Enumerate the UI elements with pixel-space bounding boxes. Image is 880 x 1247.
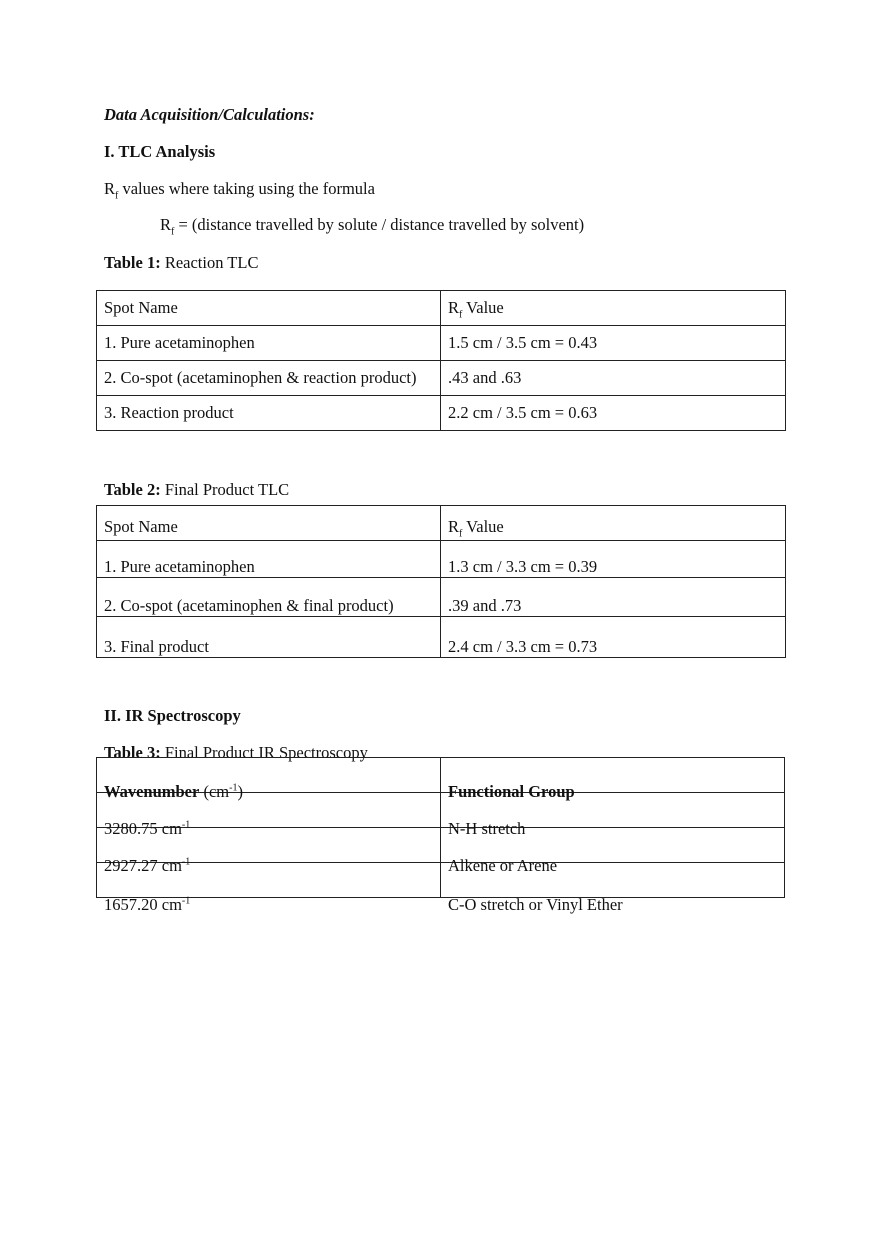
page-heading: Data Acquisition/Calculations: <box>104 105 315 124</box>
table-row <box>97 396 786 431</box>
table1-header-row <box>97 291 786 326</box>
unit-label: cm <box>157 895 182 914</box>
table1-row2-name: 2. Co-spot (acetaminophen & reaction product) <box>97 361 441 396</box>
section-title-ir: II. IR Spectroscopy <box>104 706 241 725</box>
table2-header-row <box>97 506 786 541</box>
table3-line <box>784 757 785 897</box>
table3-caption <box>104 743 368 763</box>
table2-row3-value: 2.4 cm / 3.3 cm = 0.73 <box>441 617 786 658</box>
rf-subscript: f <box>459 309 463 321</box>
rf-symbol: R <box>448 517 460 536</box>
unit-superscript: -1 <box>229 782 238 794</box>
table1-header-rf-value <box>441 291 786 326</box>
rf-formula-rest: = (distance travelled by solute / distance travelled by solvent) <box>174 215 585 234</box>
table2-row1-name: 1. Pure acetaminophen <box>97 541 441 578</box>
table-row <box>97 617 786 658</box>
table3-row2-wavenumber <box>104 856 190 876</box>
rf-formula-subscript: f <box>171 226 175 238</box>
table2-row2-value: .39 and .73 <box>441 578 786 617</box>
wavenumber-value: 3280.75 <box>104 819 158 838</box>
table-row <box>97 326 786 361</box>
unit-close: ) <box>237 782 243 801</box>
rf-value-label: Value <box>462 298 504 317</box>
rf-subscript: f <box>115 190 119 202</box>
table3-caption-text: Final Product IR Spectroscopy <box>160 743 368 762</box>
table3-line <box>440 757 441 897</box>
table3-row1-group: N-H stretch <box>448 819 526 838</box>
table3-header-functional-group: Functional Group <box>448 782 575 801</box>
rf-symbol: R <box>104 179 116 198</box>
table-row <box>97 541 786 578</box>
section-title-tlc: I. TLC Analysis <box>104 142 216 161</box>
wavenumber-label: Wavenumber <box>104 782 200 801</box>
unit-label: cm <box>157 856 182 875</box>
table3-line <box>96 897 785 898</box>
table-row <box>97 578 786 617</box>
unit-superscript: -1 <box>181 856 191 868</box>
rf-subscript: f <box>459 528 463 540</box>
table2-row1-value: 1.3 cm / 3.3 cm = 0.39 <box>441 541 786 578</box>
rf-intro-text <box>104 179 375 202</box>
table-row <box>97 361 786 396</box>
table3-caption-label: Table 3: <box>104 743 161 762</box>
rf-formula <box>160 215 585 238</box>
table3-row2-group: Alkene or Arene <box>448 856 558 875</box>
table3-header-wavenumber <box>104 782 243 802</box>
table2-caption-label: Table 2: <box>104 480 161 499</box>
table1-header-spot-name: Spot Name <box>97 291 441 326</box>
table2-row2-name: 2. Co-spot (acetaminophen & final product) <box>97 578 441 617</box>
table3-line <box>96 757 97 897</box>
rf-symbol: R <box>448 298 460 317</box>
table1-caption-text: Reaction TLC <box>160 253 259 272</box>
table2-caption <box>104 480 289 500</box>
unit-label: (cm <box>199 782 230 801</box>
rf-intro-rest: values where taking using the formula <box>118 179 375 198</box>
table2-row3-name: 3. Final product <box>97 617 441 658</box>
table1-row1-name: 1. Pure acetaminophen <box>97 326 441 361</box>
table2-caption-text: Final Product TLC <box>160 480 290 499</box>
table3-row1-wavenumber <box>104 819 190 839</box>
unit-superscript: -1 <box>181 895 191 907</box>
table1-row3-name: 3. Reaction product <box>97 396 441 431</box>
rf-formula-symbol: R <box>160 215 172 234</box>
table2-header-rf-value <box>441 506 786 541</box>
wavenumber-value: 2927.27 <box>104 856 158 875</box>
rf-value-label: Value <box>462 517 504 536</box>
table1-row3-value: 2.2 cm / 3.5 cm = 0.63 <box>441 396 786 431</box>
table2 <box>96 505 786 658</box>
table2-header-spot-name: Spot Name <box>97 506 441 541</box>
table1-row1-value: 1.5 cm / 3.5 cm = 0.43 <box>441 326 786 361</box>
unit-superscript: -1 <box>181 819 191 831</box>
table3-row3-wavenumber <box>104 895 190 915</box>
table3-row3-group: C-O stretch or Vinyl Ether <box>448 895 623 914</box>
wavenumber-value: 1657.20 <box>104 895 158 914</box>
table1-caption <box>104 253 258 273</box>
table1 <box>96 290 786 431</box>
table1-row2-value: .43 and .63 <box>441 361 786 396</box>
unit-label: cm <box>157 819 182 838</box>
table1-caption-label: Table 1: <box>104 253 161 272</box>
